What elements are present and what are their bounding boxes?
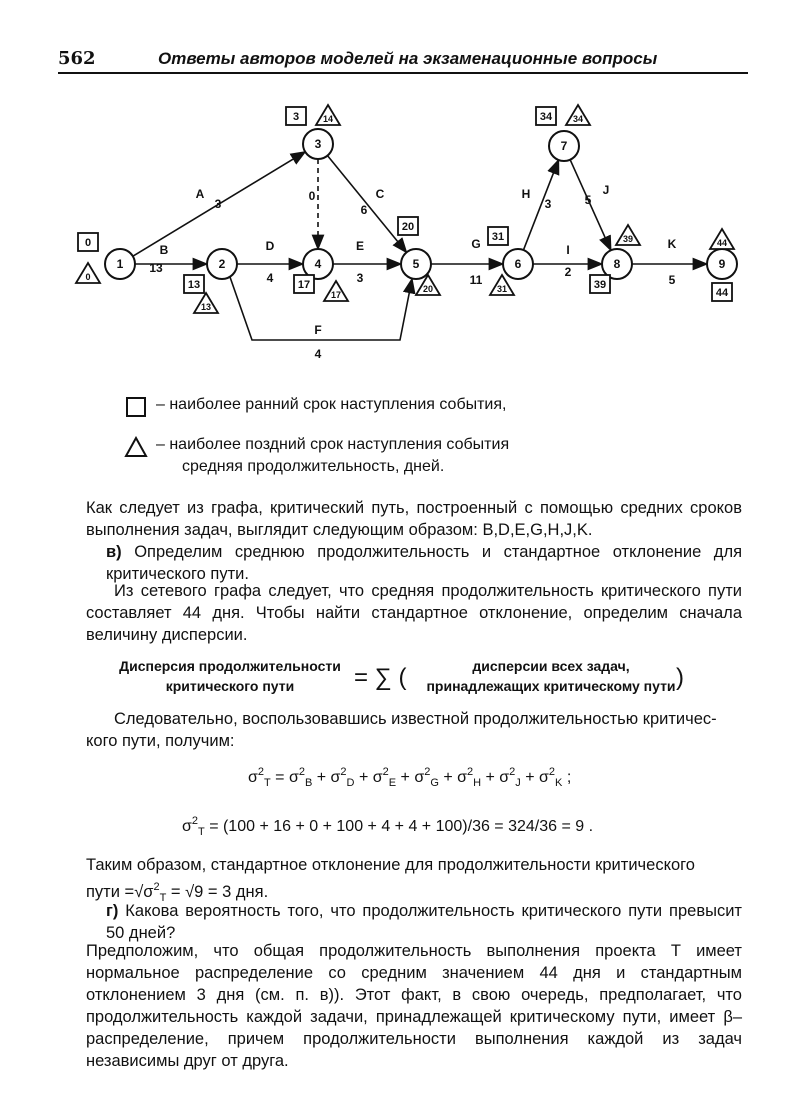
legend-square-text: – наиболее ранний срок наступления события, <box>156 396 507 413</box>
late-time-value-4: 17 <box>330 290 342 300</box>
legend-triangle-text-2: средняя продолжительность, дней. <box>182 458 445 475</box>
edge-duration-label-i: 2 <box>564 265 572 279</box>
edge-task-label-f: F <box>314 323 322 337</box>
std-dev-prefix: пути = <box>86 883 135 901</box>
running-title: Ответы авторов моделей на экзаменационные вопросы <box>158 49 658 68</box>
edge-task-label-i: I <box>566 243 570 257</box>
variance-equation-2-rhs: = (100 + 16 + 0 + 100 + 4 + 4 + 100)/36 = 324/36 = 9 . <box>209 818 594 835</box>
edge-task-label-e: E <box>355 239 365 253</box>
early-time-value-3: 3 <box>292 111 300 123</box>
section-marker-g: г) <box>106 902 119 920</box>
event-node-label-5: 5 <box>412 257 420 271</box>
late-time-value-7: 34 <box>572 114 584 124</box>
early-time-value-9: 44 <box>715 287 729 299</box>
variance-lhs <box>110 656 350 696</box>
paragraph-critical-path: Как следует из графа, критический путь, построенный с помощью средних сроков выполнения задач, выглядит следующим образом: B,D,E,G,H,J,K. <box>86 499 742 539</box>
therefore-line1: Следовательно, воспользовавшись известной продолжительностью критичес- <box>114 710 717 728</box>
late-time-value-5: 20 <box>422 284 434 294</box>
edge-task-label-g: G <box>471 237 481 251</box>
legend-triangle-text-1: – наиболее поздний срок наступления события <box>156 436 510 453</box>
edge-task-label-c: C <box>375 187 385 201</box>
edge-duration-label-f: 4 <box>314 347 322 361</box>
edge-duration-label-a: 3 <box>214 197 222 211</box>
late-time-value-1: 0 <box>85 272 91 282</box>
edge-h <box>523 160 558 250</box>
edge-duration-label-k: 5 <box>668 273 676 287</box>
edge-duration-label-b: 13 <box>149 261 163 275</box>
variance-equation-2: $\sigma^2_T = (100 + 16 + 0 + 100 + 4 + 4 + 100)/36 = 324/36 = 9$ . <box>182 815 594 838</box>
edge-task-label-a: A <box>195 187 205 201</box>
variance-lhs-line1: Дисперсия продолжительности <box>119 658 341 674</box>
variance-rhs-line1: дисперсии всех задач, <box>472 658 630 674</box>
paragraph-section-v <box>106 541 742 585</box>
variance-lhs-line2: критического пути <box>165 678 295 694</box>
edge-duration-label-h: 3 <box>544 197 552 211</box>
section-v-text: Определим среднюю продолжительность и стандартное отклонение для критического пути. <box>106 543 743 583</box>
early-time-value-7: 34 <box>539 111 553 123</box>
page-header <box>58 46 748 74</box>
event-node-label-6: 6 <box>514 257 522 271</box>
edge-task-label-h: H <box>521 187 531 201</box>
late-time-value-8: 39 <box>622 234 634 244</box>
event-node-label-1: 1 <box>116 257 124 271</box>
std-dev-suffix: = 3 дня. <box>207 883 269 901</box>
therefore-line2: кого пути, получим: <box>86 732 235 750</box>
paragraph-mean-duration: Из сетевого графа следует, что средняя продолжительность критического пути составляет 44 дня. Чтобы найти стандартное отклонение, определим сначала величину дисперсии. <box>86 582 742 644</box>
late-time-value-9: 44 <box>716 238 728 248</box>
event-node-label-2: 2 <box>218 257 226 271</box>
edge-duration-label-c: 6 <box>360 203 368 217</box>
network-graph <box>0 90 800 370</box>
edge-duration-label-d: 4 <box>266 271 274 285</box>
edge-task-label-b: B <box>159 243 169 257</box>
event-node-label-8: 8 <box>613 257 621 271</box>
variance-rhs-line2: принадлежащих критическому пути <box>426 678 676 694</box>
event-node-label-3: 3 <box>314 137 322 151</box>
edge-task-label-j: J <box>602 183 610 197</box>
variance-equation-1: $\sigma^2_T = \sigma^2_B + \sigma^2_D + \sigma^2_E + \sigma^2_G + \sigma^2_H + \sigma^2_J + \sigma^2_K$ ; <box>248 766 572 789</box>
early-time-value-6: 31 <box>491 231 505 243</box>
early-time-value-4: 17 <box>297 279 311 291</box>
edge-task-label-d: D <box>265 239 275 253</box>
early-time-value-1: 0 <box>84 237 92 249</box>
event-node-label-4: 4 <box>314 257 322 271</box>
late-time-value-3: 14 <box>322 114 334 124</box>
variance-rhs <box>424 656 678 696</box>
event-node-label-7: 7 <box>560 139 568 153</box>
paragraph-section-g <box>106 900 742 944</box>
paragraph-therefore <box>86 708 742 752</box>
late-time-value-2: 13 <box>200 302 212 312</box>
paragraph-std-dev: Таким образом, стандартное отклонение для продолжительности критического пути $=√\sigma^2_T = √9 = 3$ дня. <box>86 856 695 904</box>
late-time-value-6: 31 <box>496 284 508 294</box>
early-time-value-2: 13 <box>187 279 201 291</box>
edge-dummy-label: 0 <box>308 189 316 203</box>
edge-task-label-k: K <box>667 237 677 251</box>
legend-square-icon <box>126 397 146 417</box>
edge-duration-label-j: 5 <box>584 193 592 207</box>
edge-duration-label-g: 11 <box>469 273 483 287</box>
section-g-text: Какова вероятность того, что продолжительность критического пути превысит 50 дней? <box>106 902 742 942</box>
section-marker-v: в) <box>106 543 122 561</box>
close-paren: ) <box>676 664 684 691</box>
event-node-label-9: 9 <box>718 257 726 271</box>
early-time-value-5: 20 <box>401 221 415 233</box>
edge-duration-label-e: 3 <box>356 271 364 285</box>
sum-symbol: = ∑ ( <box>354 664 407 691</box>
std-dev-line1: Таким образом, стандартное отклонение для продолжительности критического <box>86 856 695 874</box>
early-time-value-8: 39 <box>593 279 607 291</box>
paragraph-assumption: Предположим, что общая продолжительность выполнения проекта Т имеет нормальное распределение со средним значением 44 дня и стандартным отклонением 3 дня (см. п. в)). Этот факт, в свою очередь, предполагает, что продолжительность каждой задачи, принадлежащей критическому пути, имеет β–распределение, причем продолжительности выполнения каждой из задач независимы друг от друга. <box>86 942 742 1070</box>
page-number: 562 <box>58 48 96 69</box>
legend-triangle-icon <box>124 436 148 458</box>
